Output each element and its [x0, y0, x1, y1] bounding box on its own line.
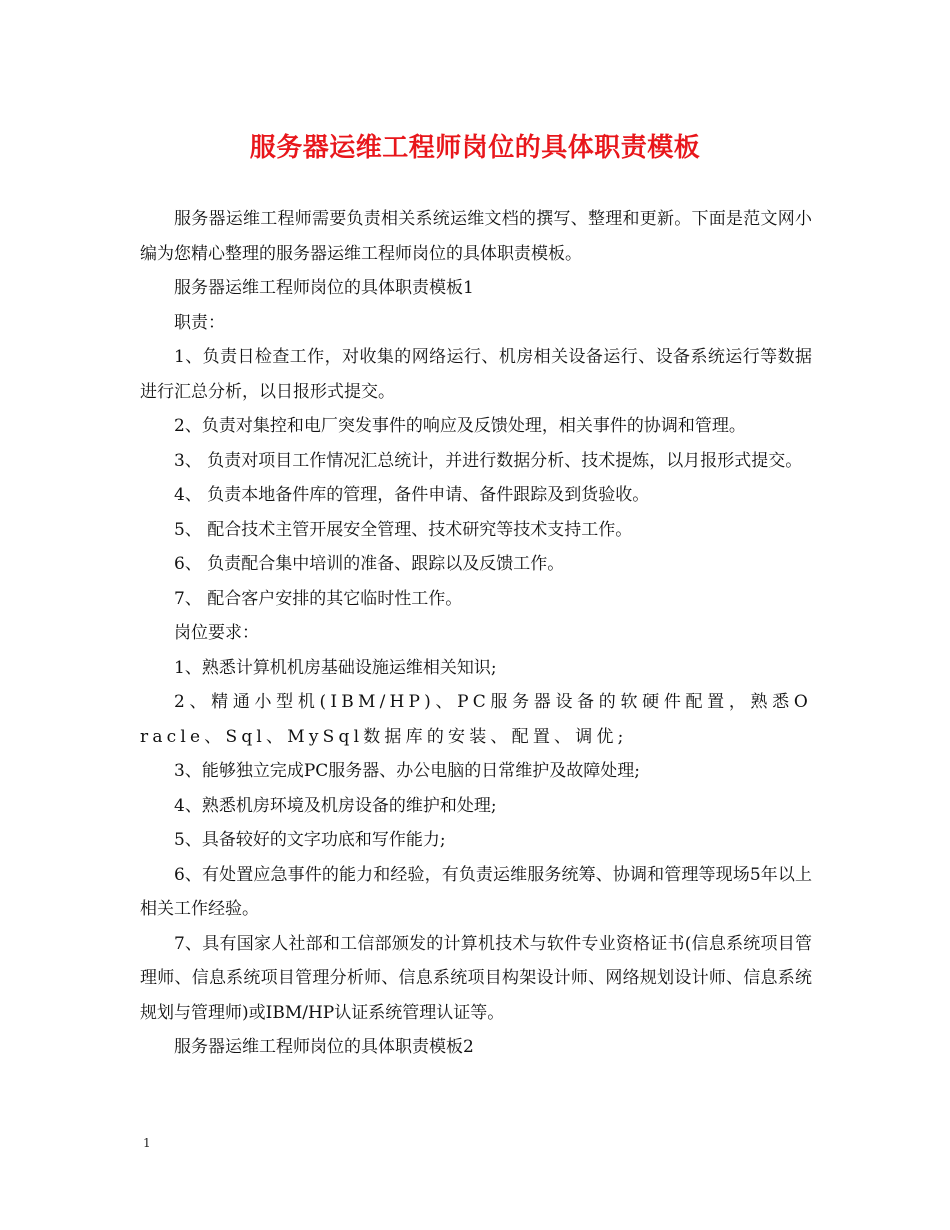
requirements-heading: 岗位要求： [174, 623, 259, 643]
page-number: 1 [143, 1136, 151, 1150]
requirement-item-7: 7、具有国家人社部和工信部颁发的计算机技术与软件专业资格证书(信息系统项目管理师、信息系统项目管理分析师、信息系统项目构架设计师、网络规划设计师、信息系统规划与管理师)或IBM/HP认证系统管理认证等。 [140, 933, 812, 1023]
section-heading-template-2: 服务器运维工程师岗位的具体职责模板2 [174, 1037, 474, 1057]
page-title: 服务器运维工程师岗位的具体职责模板 [249, 133, 701, 163]
duty-item-1: 1、负责日检查工作，对收集的网络运行、机房相关设备运行、设备系统运行等数据进行汇总分析，以日报形式提交。 [140, 347, 812, 402]
requirement-item-2: 2、精通小型机(IBM/HP)、PC服务器设备的软硬件配置，熟悉Oracle、Sql、MySql数据库的安装、配置、调优; [140, 692, 812, 747]
duty-item-6: 6、 负责配合集中培训的准备、跟踪以及反馈工作。 [174, 554, 565, 574]
duty-item-5: 5、 配合技术主管开展安全管理、技术研究等技术支持工作。 [174, 519, 633, 540]
duty-item-2: 2、负责对集控和电厂突发事件的响应及反馈处理，相关事件的协调和管理。 [174, 416, 746, 436]
document-body [140, 202, 812, 1065]
duties-heading: 职责： [174, 312, 225, 333]
requirement-item-5: 5、具备较好的文字功底和写作能力; [174, 830, 446, 850]
duty-item-7: 7、 配合客户安排的其它临时性工作。 [174, 588, 463, 609]
requirement-item-4: 4、熟悉机房环境及机房设备的维护和处理; [174, 795, 497, 816]
duty-item-3: 3、 负责对项目工作情况汇总统计，并进行数据分析、技术提炼，以月报形式提交。 [174, 450, 803, 471]
requirement-item-6: 6、有处置应急事件的能力和经验，有负责运维服务统筹、协调和管理等现场5年以上相关工作经验。 [140, 864, 812, 919]
section-heading-template-1: 服务器运维工程师岗位的具体职责模板1 [174, 278, 474, 298]
intro-paragraph: 服务器运维工程师需要负责相关系统运维文档的撰写、整理和更新。下面是范文网小编为您精心整理的服务器运维工程师岗位的具体职责模板。 [140, 209, 812, 264]
requirement-item-3: 3、能够独立完成PC服务器、办公电脑的日常维护及故障处理; [174, 761, 640, 781]
duty-item-4: 4、 负责本地备件库的管理，备件申请、备件跟踪及到货验收。 [174, 485, 650, 505]
requirement-item-1: 1、熟悉计算机机房基础设施运维相关知识; [174, 657, 497, 678]
